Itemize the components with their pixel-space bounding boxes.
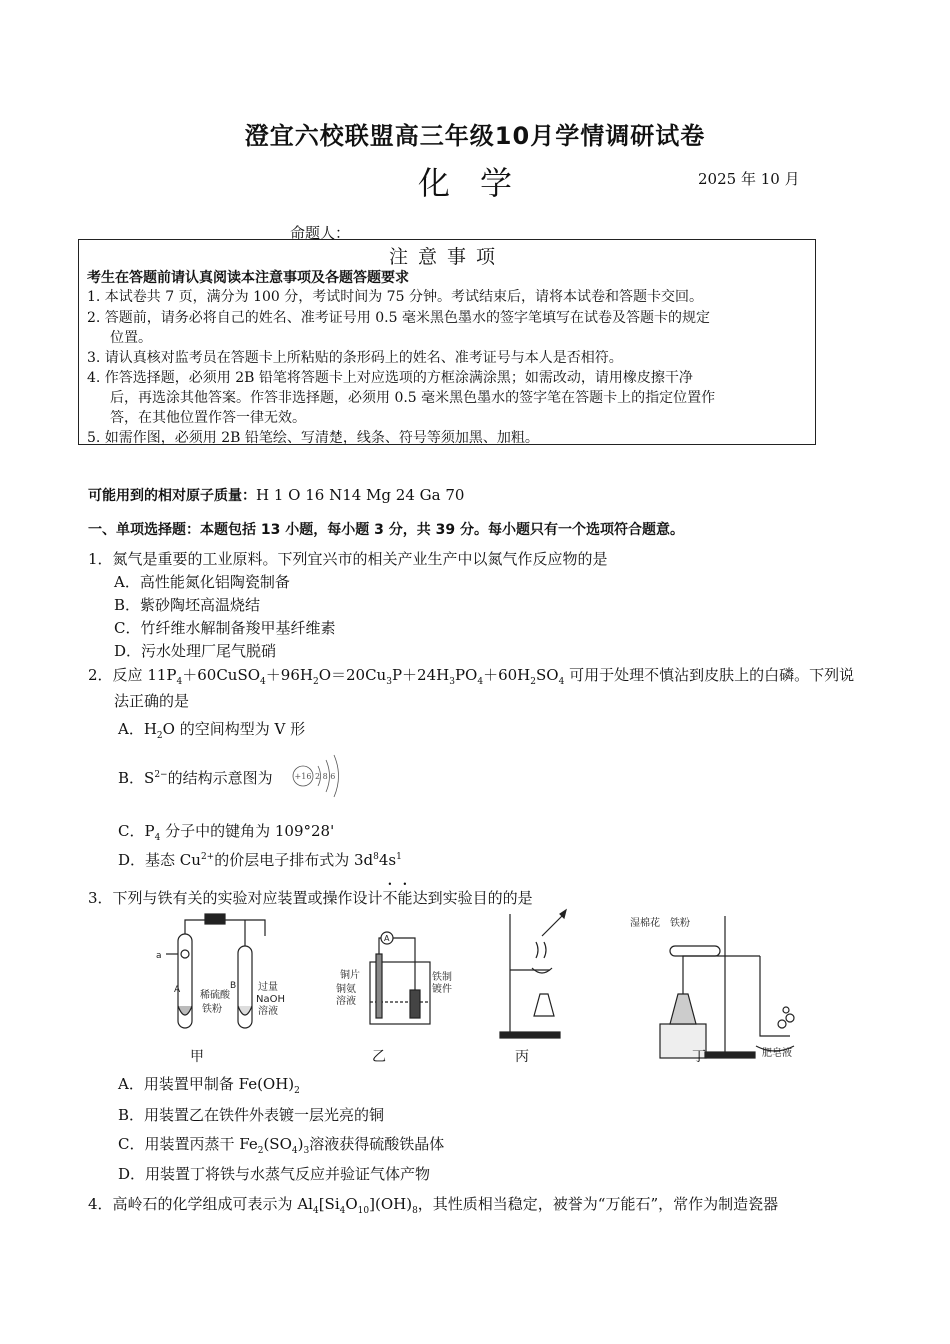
test-tube-b (238, 946, 252, 1028)
label-jia-a: a (156, 951, 162, 961)
label-yi-part: 镀件 (432, 984, 452, 995)
q2-option-d: D．基态 $Cu^{2+}$的价层电子排布式为 $3d^84s^1$ (118, 851, 402, 869)
figure-label-yi: 乙 (372, 1049, 386, 1065)
notice-item: 后，再选涂其他答案。作答非选择题，必须用 0.5 毫米黑色墨水的签字笔在答题卡上的指定位置作 (110, 390, 716, 406)
q3-option-a: A．用装置甲制备 $Fe(OH)_2$ (118, 1075, 300, 1096)
q1-option-b: B．紫砂陶坯高温烧结 (114, 596, 261, 614)
subject-title: 化学 (418, 164, 543, 202)
clamp-icon (205, 914, 225, 924)
label-jia-naoh: NaOH (256, 994, 285, 1005)
notice-item: 4. 作答选择题，必须用 2B 铅笔将答题卡上对应选项的方框涂满涂黑；如需改动，请用橡皮擦干净 (87, 370, 693, 386)
flask (670, 994, 696, 1024)
copper-plate (376, 954, 382, 1018)
shell-electrons: 2 8 6 (315, 772, 336, 781)
label-ding-soap: 肥皂液 (762, 1048, 792, 1059)
label-jia-B: B (230, 981, 237, 991)
iron-part (410, 990, 420, 1018)
notice-box (78, 239, 816, 445)
apparatus-figure (150, 906, 810, 1068)
notice-item: 3. 请认真核对监考员在答题卡上所粘贴的条形码上的姓名、准考证号与本人是否相符。 (87, 350, 623, 366)
label-jia-solution: 溶液 (258, 1006, 278, 1017)
alcohol-lamp (534, 994, 554, 1016)
figure-label-jia: 甲 (190, 1049, 204, 1065)
q3-option-d: D．用装置丁将铁与水蒸气反应并验证气体产物 (118, 1165, 431, 1183)
sulfur-ion-structure-diagram (290, 752, 350, 802)
notice-item: 2. 答题前，请务必将自己的姓名、准考证号用 0.5 毫米黑色墨水的签字笔填写在试卷及答题卡的规定 (87, 310, 710, 326)
exam-title: 澄宜六校联盟高三年级10月学情调研试卷 (244, 122, 706, 150)
nucleus-label: +16 (294, 772, 312, 781)
q2-option-c: C．$P_4$ 分子中的键角为 109°28' (118, 822, 335, 843)
emphasis-text: 不能 (382, 889, 413, 907)
notice-item: 5. 如需作图，必须用 2B 铅笔绘、写清楚，线条、符号等须加黑、加粗。 (87, 430, 539, 446)
label-jia-iron: 铁粉 (202, 1004, 222, 1015)
figure-label-bing: 丙 (515, 1049, 529, 1065)
label-ding-iron: 铁粉 (670, 918, 690, 929)
label-jia-excess: 过量 (258, 982, 278, 993)
atomic-mass-label: 可能用到的相对原子质量： (88, 488, 256, 504)
notice-item: 答，在其他位置作答一律无效。 (110, 410, 306, 426)
q1-option-d: D．污水处理厂尾气脱硝 (114, 642, 277, 660)
label-jia-A: A (174, 985, 181, 995)
question-3-stem: 3．下列与铁有关的实验对应装置或操作设计不能达到实验目的的是 (88, 889, 533, 907)
figure-label-ding: 丁 (692, 1049, 706, 1065)
notice-item: 1. 本试卷共 7 页，满分为 100 分，考试时间为 75 分钟。考试结束后，请将本试卷和答题卡交回。 (87, 289, 703, 305)
notice-item: 位置。 (110, 330, 152, 346)
atomic-mass-line (88, 485, 464, 505)
atomic-mass-values: H 1 O 16 N14 Mg 24 Ga 70 (256, 486, 465, 504)
question-1-stem: 1．氮气是重要的工业原料。下列宜兴市的相关产业生产中以氮气作反应物的是 (88, 550, 608, 568)
q2-option-a: A．$H_2O$ 的空间构型为 V 形 (118, 720, 306, 741)
q1-option-a: A．高性能氮化铝陶瓷制备 (114, 573, 290, 591)
question-2-stem: 2．反应 $11P_4+60CuSO_4+96H_2O=20Cu_3P+24H_3PO_4+60H_2SO_4$ 可用于处理不慎沾到皮肤上的白磷。下列说 (88, 666, 855, 687)
section-heading: 一、单项选择题：本题包括 13 小题，每小题 3 分，共 39 分。每小题只有一个选项符合题意。 (88, 522, 684, 538)
q3-option-b: B．用装置乙在铁件外表镀一层光亮的铜 (118, 1106, 385, 1124)
label-yi-cuammine: 铜氨 (336, 984, 356, 995)
label-yi-solution: 溶液 (336, 996, 356, 1007)
label-ding-cotton: 湿棉花 (630, 918, 660, 929)
q2-option-b: B．$S^{2-}$的结构示意图为 (118, 769, 273, 787)
q3-option-c: C．用装置丙蒸干 $Fe_2(SO_4)_3$溶液获得硫酸铁晶体 (118, 1135, 445, 1156)
exam-date: 2025 年 10 月 (698, 170, 800, 188)
ammeter-label: A (384, 934, 390, 943)
notice-subtitle: 考生在答题前请认真阅读本注意事项及各题答题要求 (87, 270, 409, 286)
notice-title: 注意事项 (388, 246, 505, 268)
label-jia-acid: 稀硫酸 (200, 990, 230, 1001)
label-yi-copper: 铜片 (340, 970, 360, 981)
question-4-stem: 4．高岭石的化学组成可表示为 $Al_4[Si_4O_{10}](OH)_8$，其性质相当稳定，被誉为“万能石”，常作为制造瓷器 (88, 1195, 779, 1216)
question-2-stem-line2: 法正确的是 (114, 692, 190, 710)
q1-option-c: C．竹纤维水解制备羧甲基纤维素 (114, 619, 336, 637)
label-yi-iron: 铁制 (432, 972, 452, 983)
author-label: 命题人： (290, 224, 351, 242)
